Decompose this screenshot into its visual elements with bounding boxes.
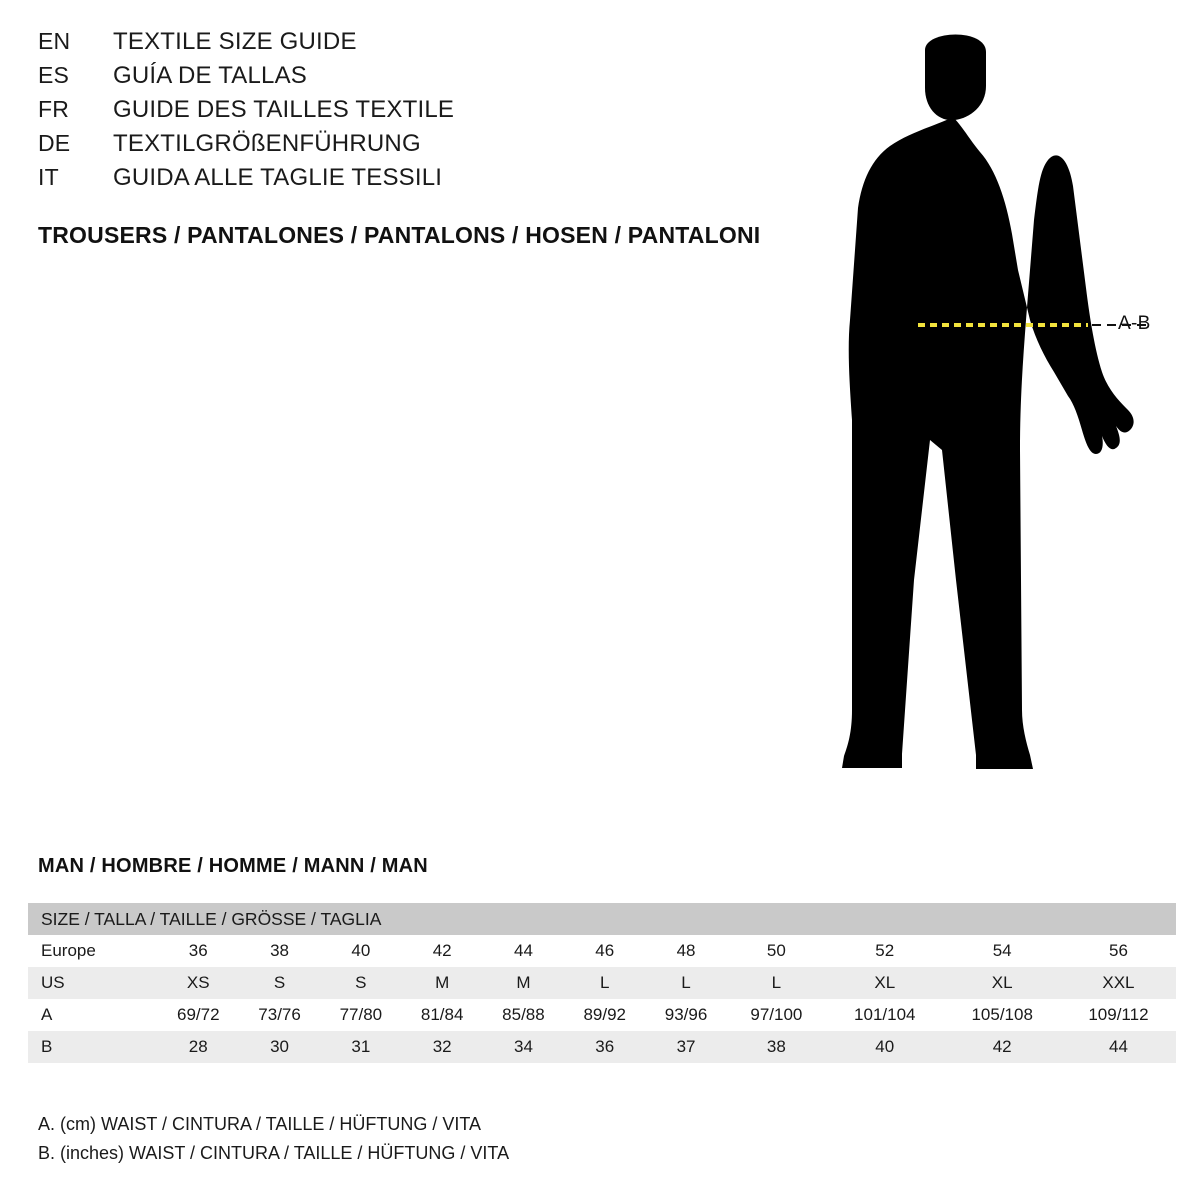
language-title-list [38,28,798,198]
cell: S [239,967,320,999]
language-title: GUIDA ALLE TAGLIE TESSILI [113,164,443,191]
cell: 42 [943,1031,1060,1063]
cell: 56 [1061,935,1176,967]
table-row [28,935,1176,967]
language-row [38,28,798,62]
language-code: EN [38,28,71,54]
cell: XXL [1061,967,1176,999]
cell: 105/108 [943,999,1060,1031]
garment-type-heading: TROUSERS / PANTALONES / PANTALONS / HOSEN / PANTALONI [38,222,761,248]
cell: 28 [158,1031,239,1063]
cell: 89/92 [564,999,645,1031]
cell: 109/112 [1061,999,1176,1031]
cell: 38 [239,935,320,967]
cell: 73/76 [239,999,320,1031]
language-row [38,62,798,96]
cell: 48 [645,935,726,967]
language-code: ES [38,62,70,88]
cell: M [402,967,483,999]
cell: 37 [645,1031,726,1063]
cell: 50 [727,935,826,967]
cell: 97/100 [727,999,826,1031]
cell: L [645,967,726,999]
table-header-label: SIZE / TALLA / TAILLE / GRÖSSE / TAGLIA [28,903,1176,935]
cell: 36 [158,935,239,967]
language-row [38,130,798,164]
row-label: B [28,1031,158,1063]
language-row [38,96,798,130]
cell: 36 [564,1031,645,1063]
row-label: Europe [28,935,158,967]
cell: 85/88 [483,999,564,1031]
cell: 44 [1061,1031,1176,1063]
language-code: FR [38,96,70,122]
cell: 30 [239,1031,320,1063]
language-title: GUÍA DE TALLAS [113,62,307,89]
cell: 52 [826,935,943,967]
cell: L [564,967,645,999]
cell: S [320,967,401,999]
cell: XL [826,967,943,999]
cell: 101/104 [826,999,943,1031]
cell: 69/72 [158,999,239,1031]
table-row [28,999,1176,1031]
cell: 38 [727,1031,826,1063]
cell: XS [158,967,239,999]
table-section-label: MAN / HOMBRE / HOMME / MANN / MAN [38,855,428,877]
cell: 40 [320,935,401,967]
cell: 40 [826,1031,943,1063]
cell: 54 [943,935,1060,967]
language-title: GUIDE DES TAILLES TEXTILE [113,96,455,123]
table-row [28,967,1176,999]
cell: 44 [483,935,564,967]
cell: 77/80 [320,999,401,1031]
cell: XL [943,967,1060,999]
cell: 34 [483,1031,564,1063]
table-row [28,1031,1176,1063]
footnote-b: B. (inches) WAIST / CINTURA / TAILLE / HÜFTUNG / VITA [38,1143,510,1163]
language-title: TEXTILGRÖßENFÜHRUNG [113,130,421,157]
cell: 93/96 [645,999,726,1031]
cell: 32 [402,1031,483,1063]
row-label: A [28,999,158,1031]
cell: 42 [402,935,483,967]
cell: 81/84 [402,999,483,1031]
footnote-a: A. (cm) WAIST / CINTURA / TAILLE / HÜFTUNG / VITA [38,1114,482,1134]
size-table [28,903,1176,1063]
measure-label-ab: A-B [1118,313,1151,334]
footnotes [38,1110,509,1168]
male-silhouette-figure [790,20,1190,810]
table-header-row [28,903,1176,935]
language-code: IT [38,164,59,190]
cell: M [483,967,564,999]
cell: 46 [564,935,645,967]
cell: 31 [320,1031,401,1063]
language-code: DE [38,130,71,156]
language-title: TEXTILE SIZE GUIDE [113,28,357,55]
language-row [38,164,798,198]
cell: L [727,967,826,999]
row-label: US [28,967,158,999]
